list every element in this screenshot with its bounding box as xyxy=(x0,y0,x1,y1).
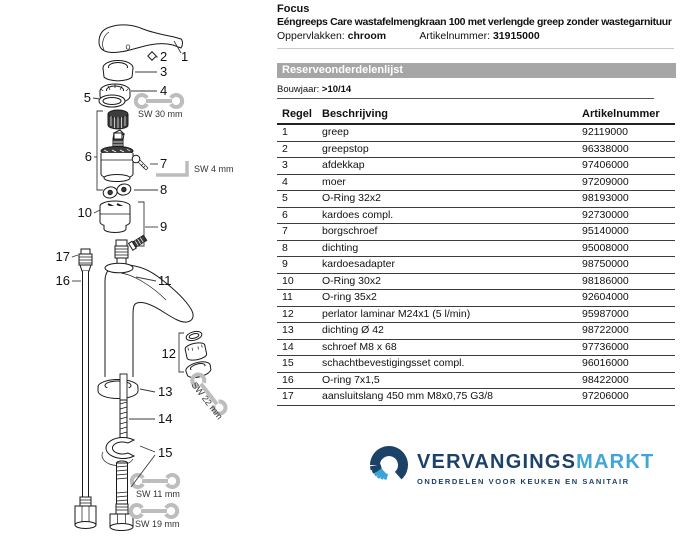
exploded-diagram xyxy=(0,0,270,550)
cell-regel: 3 xyxy=(282,159,288,171)
surface-value: chroom xyxy=(347,30,387,42)
table-row xyxy=(277,389,675,406)
product-title: Eéngreeps Care wastafelmengkraan 100 met verlengde greep zonder wastegarnituur xyxy=(277,16,672,28)
build-year-row xyxy=(277,84,654,99)
tool-label-sw19: SW 19 mm xyxy=(135,519,180,529)
article-value: 31915000 xyxy=(492,30,540,42)
cell-beschrijving: kardoesadapter xyxy=(322,258,395,270)
cell-artikelnummer: 98186000 xyxy=(582,274,629,287)
cell-beschrijving: schachtbevestigingsset compl. xyxy=(322,357,465,369)
callout-4: 4 xyxy=(160,83,168,98)
cell-regel: 11 xyxy=(282,291,293,303)
cell-regel: 17 xyxy=(282,390,294,402)
cell-beschrijving: schroef M8 x 68 xyxy=(322,340,397,353)
table-row xyxy=(277,323,675,340)
cell-artikelnummer: 97206000 xyxy=(582,390,629,402)
part-faucet-body xyxy=(105,263,193,377)
section-title-bar xyxy=(277,63,676,78)
cell-beschrijving: dichting Ø 42 xyxy=(322,324,384,336)
callout-13: 13 xyxy=(158,384,173,399)
cell-artikelnummer: 95008000 xyxy=(582,241,629,254)
tool-label-sw22: SW 22 mm xyxy=(189,380,225,422)
table-row xyxy=(277,274,675,291)
cell-beschrijving: moer xyxy=(322,175,346,188)
callout-8: 8 xyxy=(160,182,168,197)
callout-12: 12 xyxy=(161,346,176,361)
callout-16: 16 xyxy=(55,273,70,288)
table-row xyxy=(277,257,675,274)
part-perlator-set xyxy=(184,330,212,380)
callout-5: 5 xyxy=(83,90,91,105)
tool-label-sw30: SW 30 mm xyxy=(138,109,183,119)
table-row xyxy=(277,224,675,241)
cell-artikelnummer: 96016000 xyxy=(582,357,629,369)
cell-regel: 12 xyxy=(282,307,294,320)
part-dichting xyxy=(102,183,132,200)
tool-label-sw4: SW 4 mm xyxy=(194,164,234,174)
callout-6: 6 xyxy=(84,149,92,164)
cell-artikelnummer: 97736000 xyxy=(582,340,629,353)
cell-regel: 7 xyxy=(282,225,288,237)
cell-artikelnummer: 92604000 xyxy=(582,291,629,303)
cell-regel: 4 xyxy=(282,175,288,188)
cell-regel: 5 xyxy=(282,192,288,204)
callout-15: 15 xyxy=(158,445,173,460)
brand-name-primary: VERVANGINGS xyxy=(417,451,577,473)
section-title: Reserveonderdelenlijst xyxy=(282,64,404,76)
build-year-label: Bouwjaar: xyxy=(277,84,320,95)
cell-regel: 6 xyxy=(282,208,288,221)
callout-17: 17 xyxy=(55,249,70,264)
callout-14: 14 xyxy=(158,411,173,426)
table-row xyxy=(277,356,675,373)
column-header-regel: Regel xyxy=(282,108,312,120)
build-year-value: >10/14 xyxy=(321,84,352,95)
parts-table xyxy=(277,106,675,406)
cell-regel: 1 xyxy=(282,126,288,138)
callout-3: 3 xyxy=(160,64,168,79)
cell-beschrijving: greep xyxy=(322,126,349,138)
table-row xyxy=(277,307,675,324)
cell-beschrijving: afdekkap xyxy=(322,159,365,171)
column-header-artikelnummer: Artikelnummer xyxy=(582,108,660,120)
part-greepstop xyxy=(148,52,156,60)
table-row xyxy=(277,125,675,142)
callout-7: 7 xyxy=(160,156,168,171)
cell-regel: 8 xyxy=(282,241,288,254)
cell-artikelnummer: 97406000 xyxy=(582,159,629,171)
cell-regel: 14 xyxy=(282,340,294,353)
header-divider xyxy=(277,48,674,49)
table-row xyxy=(277,175,675,192)
part-afdekkap xyxy=(103,61,133,81)
cell-artikelnummer: 97209000 xyxy=(582,175,629,188)
part-hose-left xyxy=(75,271,96,529)
callout-11: 11 xyxy=(158,273,172,288)
cell-beschrijving: kardoes compl. xyxy=(322,208,394,221)
callout-10: 10 xyxy=(77,205,92,220)
brand-tagline: ONDERDELEN VOOR KEUKEN EN SANITAIR xyxy=(417,477,630,486)
table-row xyxy=(277,142,675,159)
cell-artikelnummer: 95987000 xyxy=(582,307,629,320)
cell-beschrijving: dichting xyxy=(322,241,359,254)
parts-table-body xyxy=(277,125,675,406)
cell-beschrijving: O-ring 35x2 xyxy=(322,291,377,303)
surface-label: Oppervlakken: xyxy=(277,30,345,42)
cell-regel: 2 xyxy=(282,142,288,155)
part-greep xyxy=(99,25,183,53)
product-line: Focus xyxy=(277,3,310,15)
wrench-sw30-icon xyxy=(136,95,182,107)
cell-beschrijving: aansluitslang 450 mm M8x0,75 G3/8 xyxy=(322,390,494,402)
cell-regel: 10 xyxy=(282,274,294,287)
table-row xyxy=(277,373,675,390)
part-schachtbevestiging xyxy=(102,438,134,504)
part-borgschroef xyxy=(132,155,148,170)
cell-artikelnummer: 98422000 xyxy=(582,373,629,386)
callout-1: 1 xyxy=(181,49,189,64)
cell-beschrijving: O-Ring 30x2 xyxy=(322,274,381,287)
cell-artikelnummer: 95140000 xyxy=(582,225,629,237)
wrench-sw19-icon xyxy=(131,505,177,517)
brand-logo-text xyxy=(417,443,654,486)
parts-table-header xyxy=(277,106,675,125)
tool-label-sw11: SW 11 mm xyxy=(136,489,180,499)
brand-name-secondary: MARKT xyxy=(576,451,655,473)
table-row xyxy=(277,208,675,225)
part-schroef-m8 xyxy=(120,374,127,438)
cell-artikelnummer: 98193000 xyxy=(582,192,629,204)
cell-beschrijving: borgschroef xyxy=(322,225,378,237)
part-oring-32x2 xyxy=(99,95,125,107)
cell-beschrijving: O-ring 7x1,5 xyxy=(322,373,380,386)
cell-artikelnummer: 96338000 xyxy=(582,142,629,155)
cell-beschrijving: O-Ring 32x2 xyxy=(322,192,381,204)
product-meta xyxy=(277,30,540,42)
cell-regel: 9 xyxy=(282,258,288,270)
cell-regel: 13 xyxy=(282,324,294,336)
table-row xyxy=(277,340,675,357)
cell-artikelnummer: 98750000 xyxy=(582,258,629,270)
column-header-beschrijving: Beschrijving xyxy=(322,108,389,120)
table-row xyxy=(277,158,675,175)
callout-9: 9 xyxy=(160,219,168,234)
article-label: Artikelnummer: xyxy=(419,30,491,42)
table-row xyxy=(277,290,675,307)
brand-logo xyxy=(368,443,654,493)
cell-regel: 15 xyxy=(282,357,294,369)
content-panel xyxy=(277,0,676,550)
brand-logo-icon xyxy=(368,443,410,493)
brand-name xyxy=(417,452,654,473)
cell-artikelnummer: 92119000 xyxy=(582,126,628,138)
cell-artikelnummer: 98722000 xyxy=(582,324,629,336)
callout-2: 2 xyxy=(160,49,168,64)
cell-beschrijving: perlator laminar M24x1 (5 l/min) xyxy=(322,307,471,320)
part-kardoes xyxy=(101,133,133,182)
cell-regel: 16 xyxy=(282,373,294,386)
part-aansluitslang-connector xyxy=(79,249,92,271)
table-row xyxy=(277,191,675,208)
cell-artikelnummer: 92730000 xyxy=(582,208,629,221)
cell-beschrijving: greepstop xyxy=(322,142,369,155)
part-dichting-42 xyxy=(98,380,138,399)
table-row xyxy=(277,241,675,258)
part-kardoesadapter xyxy=(100,201,130,233)
